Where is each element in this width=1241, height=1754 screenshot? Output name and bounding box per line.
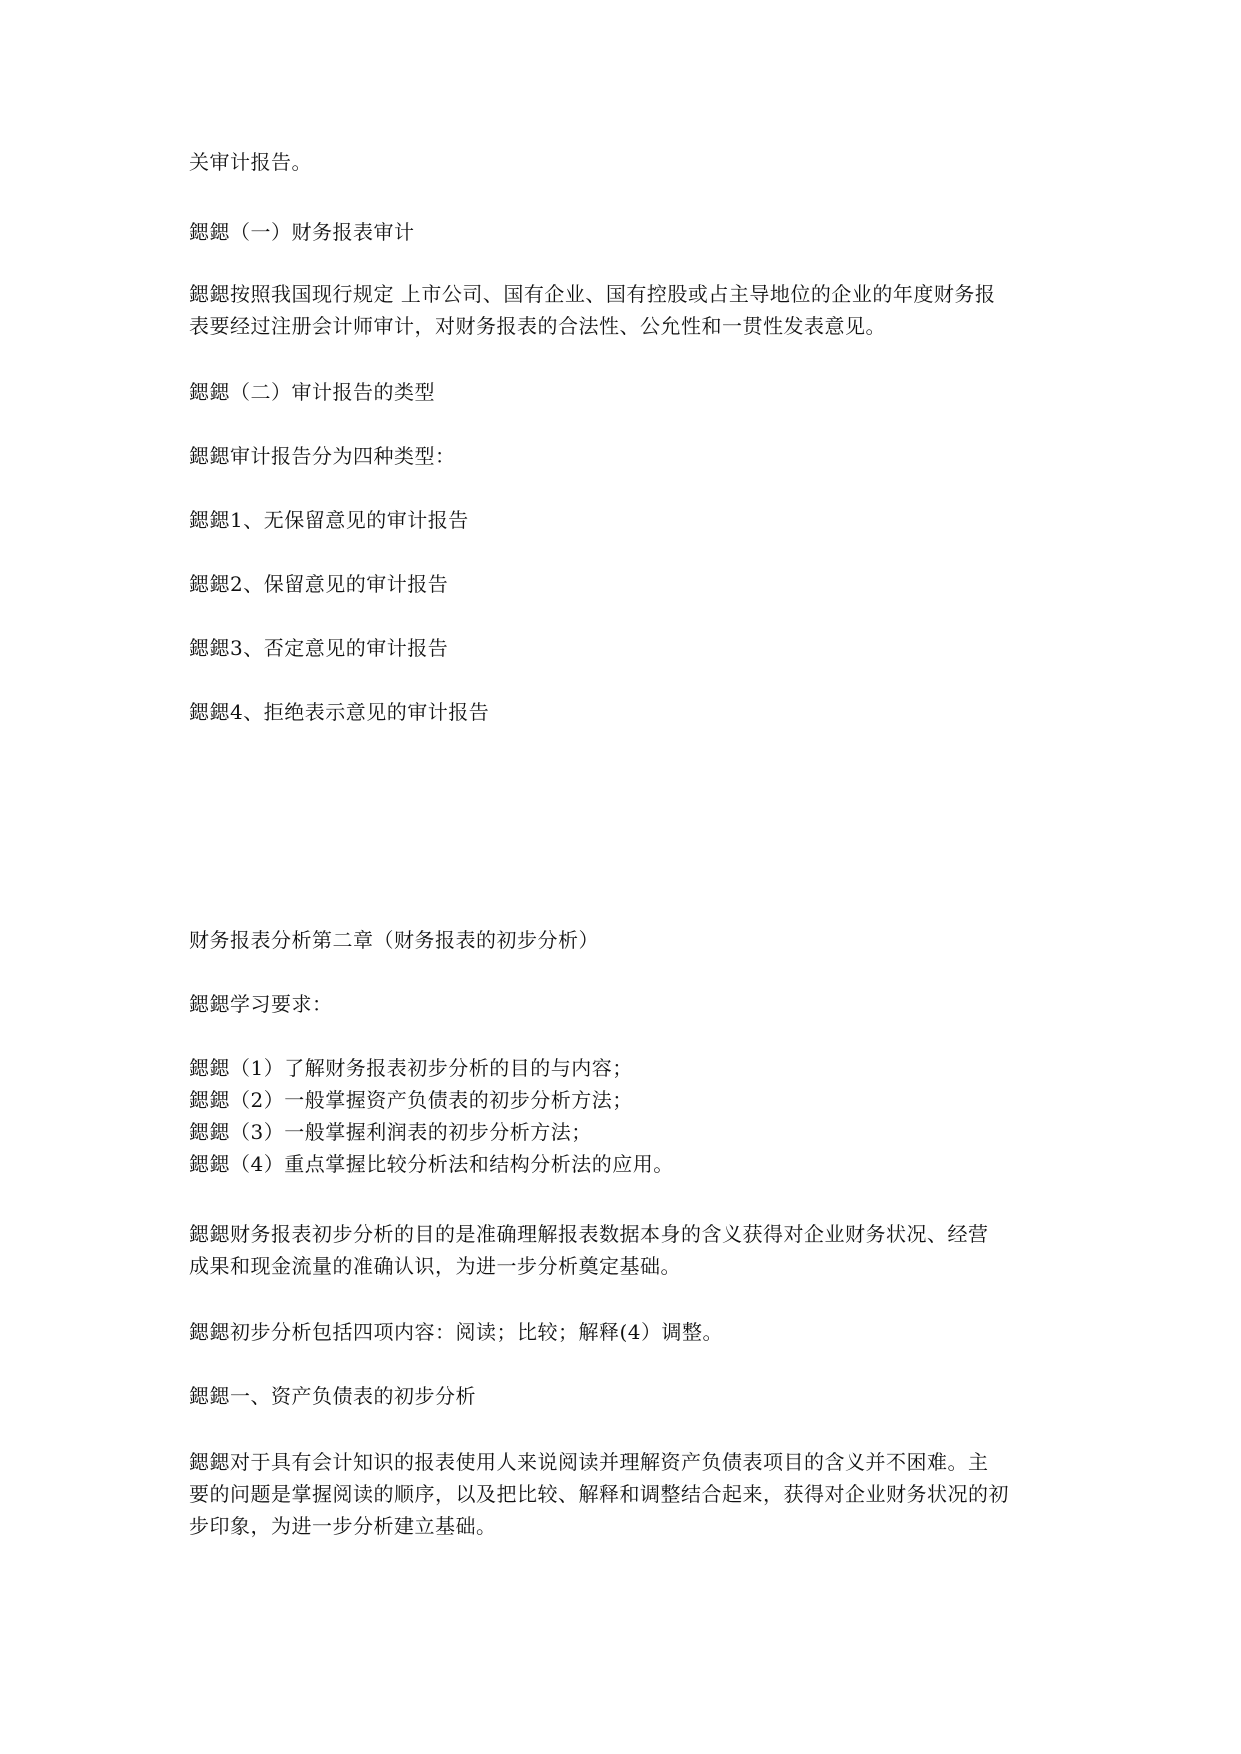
chapter-title: 财务报表分析第二章（财务报表的初步分析） [189,928,599,952]
paragraph-audit-regulation-line2: 表要经过注册会计师审计，对财务报表的合法性、公允性和一贯性发表意见。 [189,314,886,338]
list-item-type-3: 鍶鍶3、否定意见的审计报告 [189,636,449,660]
heading-balance-sheet-analysis: 鍶鍶一、资产负债表的初步分析 [189,1384,476,1408]
paragraph-audit-report-end: 关审计报告。 [189,150,312,174]
heading-financial-statement-audit: 鍶鍶（一）财务报表审计 [189,220,415,244]
requirement-item-2: 鍶鍶（2）一般掌握资产负债表的初步分析方法； [189,1088,633,1112]
list-item-type-4: 鍶鍶4、拒绝表示意见的审计报告 [189,700,490,724]
requirement-item-4: 鍶鍶（4）重点掌握比较分析法和结构分析法的应用。 [189,1152,674,1176]
heading-audit-report-types: 鍶鍶（二）审计报告的类型 [189,380,435,404]
requirement-item-3: 鍶鍶（3）一般掌握利润表的初步分析方法； [189,1120,592,1144]
paragraph-balance-sheet-line1: 鍶鍶对于具有会计知识的报表使用人来说阅读并理解资产负债表项目的含义并不困难。主 [189,1450,989,1474]
paragraph-four-types: 鍶鍶审计报告分为四种类型： [189,444,456,468]
list-item-type-2: 鍶鍶2、保留意见的审计报告 [189,572,449,596]
paragraph-balance-sheet-line2: 要的问题是掌握阅读的顺序，以及把比较、解释和调整结合起来，获得对企业财务状况的初 [189,1482,1009,1506]
list-item-type-1: 鍶鍶1、无保留意见的审计报告 [189,508,469,532]
paragraph-audit-regulation-line1: 鍶鍶按照我国现行规定 上市公司、国有企业、国有控股或占主导地位的企业的年度财务报 [189,282,996,306]
paragraph-analysis-contents: 鍶鍶初步分析包括四项内容：阅读；比较；解释(4）调整。 [189,1320,724,1344]
paragraph-analysis-purpose-line1: 鍶鍶财务报表初步分析的目的是准确理解报表数据本身的含义获得对企业财务状况、经营 [189,1222,989,1246]
requirement-item-1: 鍶鍶（1）了解财务报表初步分析的目的与内容； [189,1056,633,1080]
paragraph-analysis-purpose-line2: 成果和现金流量的准确认识，为进一步分析奠定基础。 [189,1254,681,1278]
paragraph-balance-sheet-line3: 步印象，为进一步分析建立基础。 [189,1514,497,1538]
heading-learning-requirements: 鍶鍶学习要求： [189,992,333,1016]
